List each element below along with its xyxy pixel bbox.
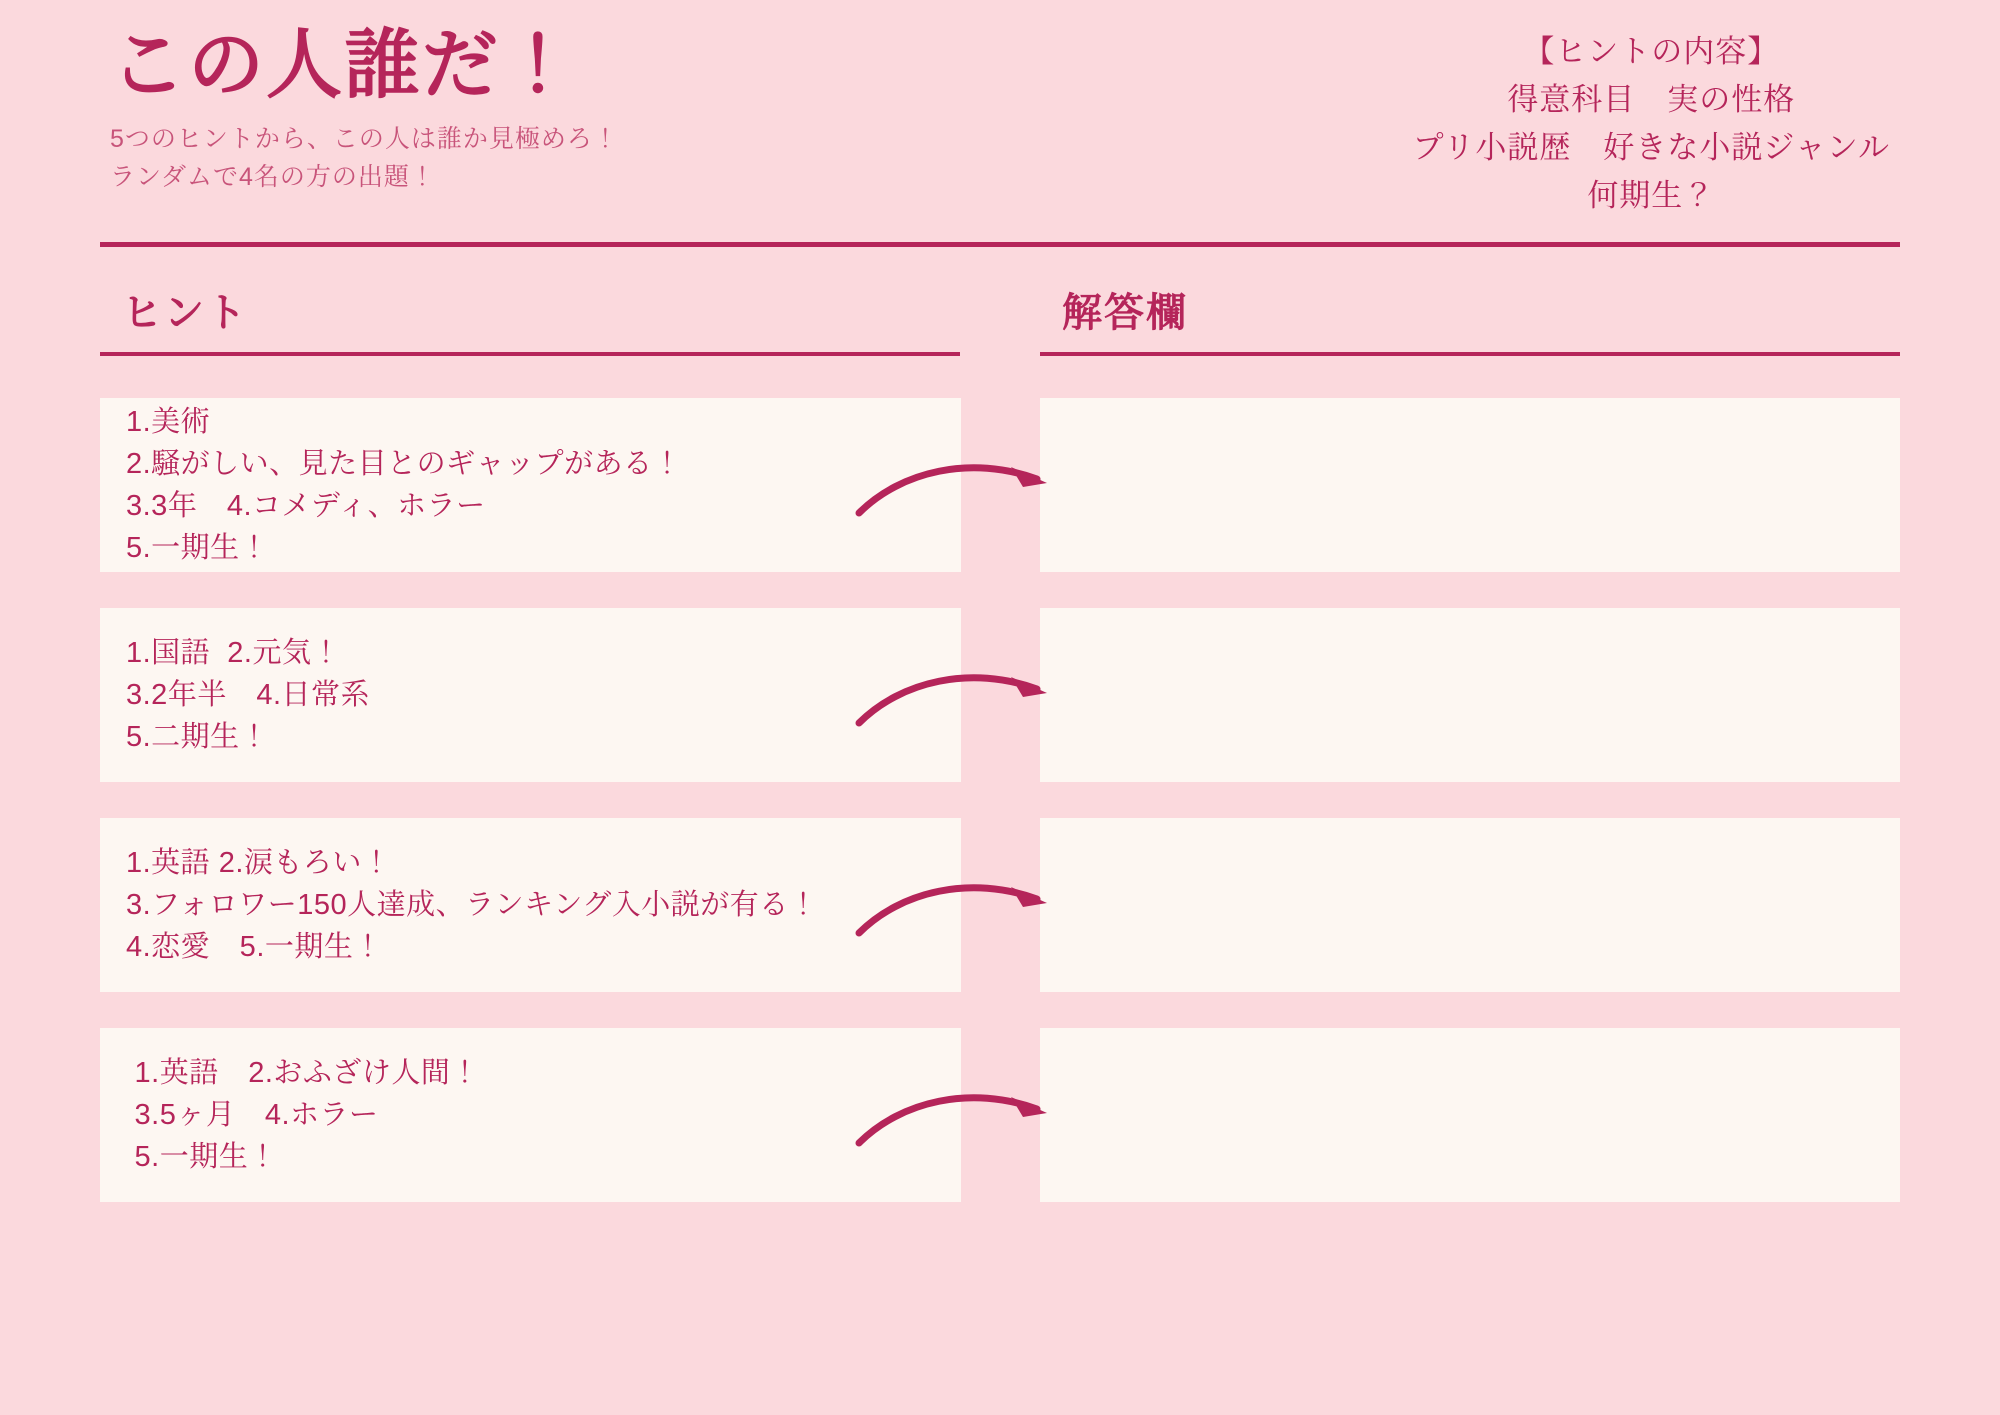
table-row xyxy=(100,398,1900,572)
hint-line: 5.二期生！ xyxy=(126,721,270,754)
answers-heading-label: 解答欄 xyxy=(1062,291,1188,336)
answer-field[interactable] xyxy=(1040,398,1900,572)
hint-line: 3.フォロワー150人達成、ランキング入小説が有る！ xyxy=(126,889,819,922)
hint-card xyxy=(100,818,961,992)
hint-line: 3.3年 4.コメディ、ホラー xyxy=(126,490,486,523)
page-subtitle xyxy=(110,121,619,196)
hints-heading-label: ヒント xyxy=(122,291,248,336)
hint-card xyxy=(100,608,961,782)
page-header xyxy=(100,0,1900,220)
hint-line: 1.美術 xyxy=(126,406,211,439)
subtitle-line-2: ランダムで4名の方の出題！ xyxy=(110,162,436,191)
legend-line-1: 【ヒントの内容】 xyxy=(1523,34,1780,69)
answer-field[interactable] xyxy=(1040,818,1900,992)
subtitle-line-1: 5つのヒントから、この人は誰か見極めろ！ xyxy=(110,125,619,154)
legend-line-2: 得意科目 実の性格 xyxy=(1507,82,1796,118)
hint-line: 5.一期生！ xyxy=(126,532,270,565)
answer-field[interactable] xyxy=(1040,608,1900,782)
arrow-cell xyxy=(961,1028,1039,1202)
hint-line: 5.一期生！ xyxy=(126,1141,278,1174)
hint-line: 1.国語 2.元気！ xyxy=(126,637,341,670)
answers-heading-rule xyxy=(1040,352,1900,356)
hint-card xyxy=(100,1028,961,1202)
hint-card xyxy=(100,398,961,572)
hint-line: 1.英語 2.おふざけ人間！ xyxy=(126,1057,480,1090)
hint-legend xyxy=(1413,22,1900,220)
hint-line: 1.英語 2.涙もろい！ xyxy=(126,847,392,880)
hint-line: 2.騒がしい、見た目とのギャップがある！ xyxy=(126,448,683,481)
hints-heading-rule xyxy=(100,352,960,356)
hint-line: 3.5ヶ月 4.ホラー xyxy=(126,1099,379,1132)
hints-column-heading xyxy=(100,281,960,356)
column-headings xyxy=(100,281,1900,356)
arrow-cell xyxy=(961,398,1039,572)
arrow-cell xyxy=(961,818,1039,992)
legend-line-3: プリ小説歴 好きな小説ジャンル xyxy=(1412,130,1890,166)
page-title: この人誰だ！ xyxy=(110,23,578,108)
legend-line-4: 何期生？ xyxy=(1587,178,1716,214)
arrow-cell xyxy=(961,608,1039,782)
table-row xyxy=(100,608,1900,782)
table-row xyxy=(100,1028,1900,1202)
hint-line: 3.2年半 4.日常系 xyxy=(126,679,370,712)
quiz-rows xyxy=(100,398,1900,1202)
answer-field[interactable] xyxy=(1040,1028,1900,1202)
table-row xyxy=(100,818,1900,992)
header-divider xyxy=(100,242,1900,247)
answers-column-heading xyxy=(1040,281,1900,356)
hint-line: 4.恋愛 5.一期生！ xyxy=(126,931,383,964)
title-block xyxy=(100,22,619,196)
